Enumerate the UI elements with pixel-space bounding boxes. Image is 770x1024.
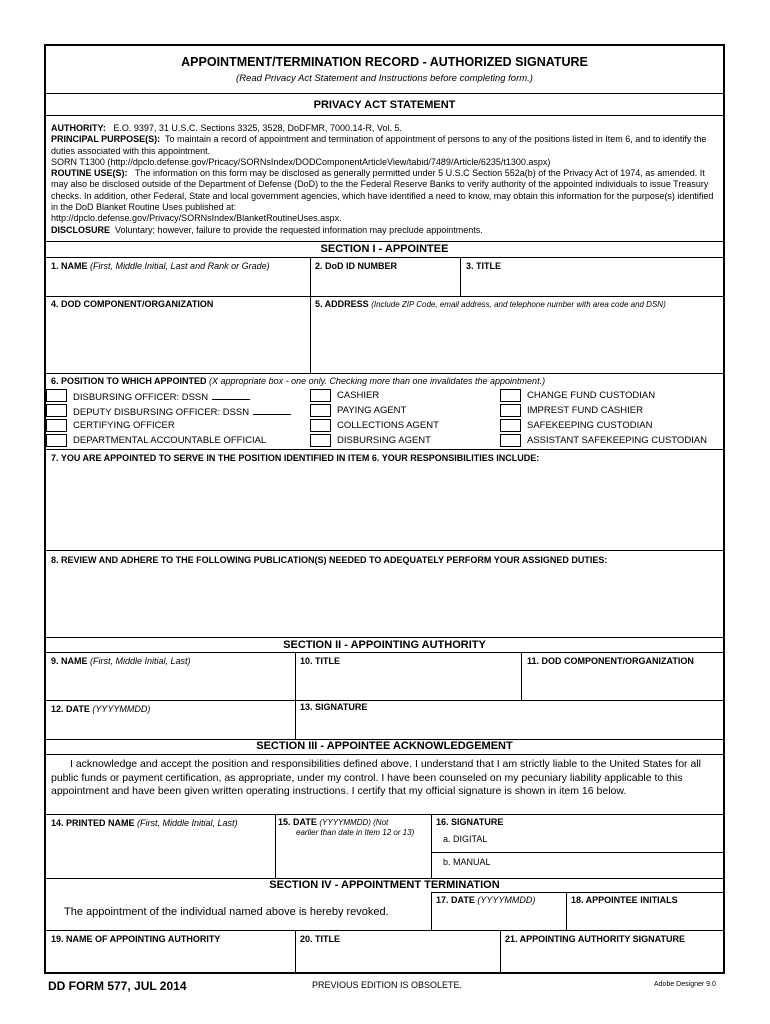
revoked-text: The appointment of the individual named above is hereby revoked. (64, 906, 389, 918)
divider (275, 814, 276, 878)
auth-title-field[interactable]: 10. TITLE (300, 656, 341, 666)
checkbox-departmental-accountable-official[interactable] (46, 434, 67, 447)
address-label: 5. ADDRESS (315, 299, 369, 309)
appointing-authority-title-field[interactable]: 20. TITLE (300, 934, 341, 944)
purpose-text: To maintain a record of appointment and termination of appointment of persons to any of the positions listed in Item 6, and to identify the duties associated with this appointment. (51, 134, 707, 156)
checkbox-deputy-disbursing-officer[interactable] (46, 404, 67, 417)
form-id: DD FORM 577, JUL 2014 (48, 979, 187, 993)
divider (46, 930, 723, 931)
divider (46, 449, 723, 450)
position-label: 6. POSITION TO WHICH APPOINTED (51, 376, 207, 386)
software-note: Adobe Designer 9.0 (654, 981, 716, 988)
form (44, 44, 725, 974)
title-field[interactable]: 3. TITLE (466, 261, 502, 271)
checkbox-disbursing-officer[interactable] (46, 389, 67, 402)
divider (46, 373, 723, 374)
checkbox-disbursing-agent[interactable] (310, 434, 331, 447)
auth-name-label: 9. NAME (51, 656, 88, 666)
divider (431, 892, 432, 930)
name-hint: (First, Middle Initial, Last and Rank or Grade) (90, 261, 270, 271)
divider (431, 814, 432, 878)
ack-date-hint-2: earlier than date in Item 12 or 13) (296, 828, 415, 837)
auth-name-hint: (First, Middle Initial, Last) (90, 656, 191, 666)
position-option: SAFEKEEPING CUSTODIAN (527, 420, 653, 431)
digital-signature-field[interactable]: a. DIGITAL (443, 834, 488, 844)
position-hint: (X appropriate box - one only. Checking more than one invalidates the appointment.) (209, 376, 546, 386)
checkbox-safekeeping-custodian[interactable] (500, 419, 521, 432)
authority-label: AUTHORITY: (51, 123, 106, 133)
responsibilities-field[interactable]: 7. YOU ARE APPOINTED TO SERVE IN THE POSITION IDENTIFIED IN ITEM 6. YOUR RESPONSIBILITIES INCLUDE: (51, 453, 540, 463)
sorn-text: SORN T1300 (http://dpclo.defense.gov/Pricacy/SORNsIndex/DODComponentArticleView/tabid/7489/Article/6235/t1300.aspx) (51, 156, 551, 167)
term-date-label: 17. DATE (436, 895, 475, 905)
ack-date-hint: (YYYYMMDD) (Not (319, 818, 389, 827)
routine-link[interactable]: http://dpclo.defense.gov/Privacy/SORNsIndex/BlanketRoutineUses.aspx (51, 213, 340, 224)
routine-text: The information on this form may be disclosed as generally permitted under 5 U.S.C Section 552a(b) of the Privacy Act of 1974, as amended. It may also be disclosed outside of the Department of Defense (DoD) to the the Federal Reserve Banks to verify authority of the appointed individuals to issue Treasury checks. In addition, other Federal, State and local government agencies, which have identified a need to know, may obtain this information for the purpose(s) identified in the DoD Blanket Routine Uses published at: (51, 168, 714, 213)
divider (431, 892, 723, 893)
divider (46, 700, 723, 701)
checkbox-change-fund-custodian[interactable] (500, 389, 521, 402)
auth-date-label: 12. DATE (51, 704, 90, 714)
manual-signature-field[interactable]: b. MANUAL (443, 857, 491, 867)
dssn-blank[interactable] (253, 405, 291, 415)
auth-name-field[interactable] (51, 656, 191, 666)
divider (460, 257, 461, 296)
checkbox-cashier[interactable] (310, 389, 331, 402)
position-option: IMPREST FUND CASHIER (527, 405, 643, 416)
position-option: PAYING AGENT (337, 405, 407, 416)
auth-date-hint: (YYYYMMDD) (92, 704, 151, 714)
position-option: DEPARTMENTAL ACCOUNTABLE OFFICIAL (73, 435, 267, 446)
divider (521, 652, 522, 700)
term-date-field[interactable] (436, 895, 535, 905)
divider (46, 652, 723, 653)
position-option: CHANGE FUND CUSTODIAN (527, 390, 656, 401)
position-option: DISBURSING OFFICER: DSSN (73, 390, 250, 403)
auth-signature-field[interactable]: 13. SIGNATURE (300, 702, 368, 712)
disclosure-label: DISCLOSURE (51, 224, 111, 235)
divider (46, 296, 723, 297)
checkbox-imprest-fund-cashier[interactable] (500, 404, 521, 417)
printed-name-hint: (First, Middle Initial, Last) (137, 818, 238, 828)
ack-date-label: 15. DATE (278, 817, 317, 827)
privacy-statement: AUTHORITY: E.O. 9397, 31 U.S.C. Sections 3325, 3528, DoDFMR, 7000.14-R, Vol. 5. PRINCIPAL PURPOSE(S): To maintain a record of appointment and termination of appointment of persons to any of the positions listed in Item 6, and to identify the duties associated with this appointment. SORN T1300 (http://dpclo.defense.gov/Pricacy/SORNsIndex/DODComponentArticleView/tabid/7489/Article/6235/t1300.aspx) ROUTINE USE(S): The information on this form may be disclosed as generally permitted under 5 U.S.C Section 552a(b) of the Privacy Act of 1974, as amended. It may also be disclosed outside of the Department of Defense (DoD) to the the Federal Reserve Banks to verify authority of the appointed individuals to issue Treasury checks. In addition, other Federal, State and local government agencies, which have identified a need to know, may obtain this information for the purpose(s) identified in the DoD Blanket Routine Uses published at: http://dpclo.defense.gov/Privacy/SORNsIndex/BlanketRoutineUses.aspx. DISCLOSURE Voluntary; however, failure to provide the requested information may preclude appointments. (51, 123, 717, 236)
divider (46, 257, 723, 258)
name-label: 1. NAME (51, 261, 88, 271)
ack-signature-label: 16. SIGNATURE (436, 817, 504, 827)
divider (46, 550, 723, 551)
appointee-initials-field[interactable]: 18. APPOINTEE INITIALS (571, 895, 678, 905)
appointing-authority-name-field[interactable]: 19. NAME OF APPOINTING AUTHORITY (51, 934, 221, 944)
component-field[interactable]: 4. DOD COMPONENT/ORGANIZATION (51, 299, 214, 309)
publications-field[interactable]: 8. REVIEW AND ADHERE TO THE FOLLOWING PUBLICATION(S) NEEDED TO ADEQUATELY PERFORM YOUR ASSIGNED DUTIES: (51, 555, 608, 565)
divider (46, 115, 723, 116)
divider (295, 930, 296, 974)
authority-text: E.O. 9397, 31 U.S.C. Sections 3325, 3528, DoDFMR, 7000.14-R, Vol. 5. (113, 123, 402, 133)
obsolete-note: PREVIOUS EDITION IS OBSOLETE. (312, 980, 463, 990)
routine-label: ROUTINE USE(S): (51, 168, 128, 179)
checkbox-certifying-officer[interactable] (46, 419, 67, 432)
term-date-hint: (YYYYMMDD) (477, 895, 536, 905)
section1-heading: SECTION I - APPOINTEE (320, 243, 449, 255)
divider (46, 637, 723, 638)
appointing-authority-signature-field[interactable]: 21. APPOINTING AUTHORITY SIGNATURE (505, 934, 686, 944)
form-title: APPOINTMENT/TERMINATION RECORD - AUTHORIZED SIGNATURE (181, 55, 588, 69)
acknowledgement-text: I acknowledge and accept the position and responsibilities defined above. I understand that I am strictly liable to the United States for all public funds or payment certification, as appropriate, under my control. I have been counseled on my pecuniary liability applicable to this appointment and have been given written operating instructions. I certify that my official signature is shown in item 16 below. (51, 758, 701, 797)
printed-name-field[interactable] (51, 818, 238, 828)
disclosure-text: Voluntary; however, failure to provide the requested information may preclude appointments. (115, 224, 483, 235)
divider (310, 257, 311, 373)
name-field[interactable] (51, 261, 270, 271)
section4-heading: SECTION IV - APPOINTMENT TERMINATION (269, 879, 500, 891)
position-option: CASHIER (337, 390, 380, 401)
divider (46, 241, 723, 242)
divider (46, 93, 723, 94)
position-option: DISBURSING AGENT (337, 435, 431, 446)
privacy-heading: PRIVACY ACT STATEMENT (313, 99, 456, 111)
dodid-field[interactable]: 2. DoD ID NUMBER (315, 261, 398, 271)
auth-date-field[interactable] (51, 704, 150, 714)
divider (500, 930, 501, 974)
divider (46, 814, 723, 815)
section3-heading: SECTION III - APPOINTEE ACKNOWLEDGEMENT (256, 740, 513, 752)
address-hint: (Include ZIP Code, email address, and telephone number with area code and DSN) (371, 300, 666, 309)
address-field[interactable] (315, 299, 666, 309)
purpose-label: PRINCIPAL PURPOSE(S): (51, 134, 161, 145)
auth-component-field[interactable]: 11. DOD COMPONENT/ORGANIZATION (527, 656, 694, 666)
divider (566, 892, 567, 930)
divider (46, 754, 723, 755)
checkbox-collections-agent[interactable] (310, 419, 331, 432)
checkbox-assistant-safekeeping-custodian[interactable] (500, 434, 521, 447)
position-option: CERTIFYING OFFICER (73, 420, 175, 431)
position-option: DEPUTY DISBURSING OFFICER: DSSN (73, 405, 291, 418)
section2-heading: SECTION II - APPOINTING AUTHORITY (283, 639, 486, 651)
position-option: COLLECTIONS AGENT (337, 420, 439, 431)
position-option: ASSISTANT SAFEKEEPING CUSTODIAN (527, 435, 708, 446)
position-field (51, 376, 545, 386)
printed-name-label: 14. PRINTED NAME (51, 818, 135, 828)
checkbox-paying-agent[interactable] (310, 404, 331, 417)
form-subtitle: (Read Privacy Act Statement and Instructions before completing form.) (236, 73, 533, 84)
dssn-blank[interactable] (212, 390, 250, 400)
divider (295, 652, 296, 739)
ack-date-field[interactable] (278, 817, 388, 827)
divider (431, 852, 723, 853)
